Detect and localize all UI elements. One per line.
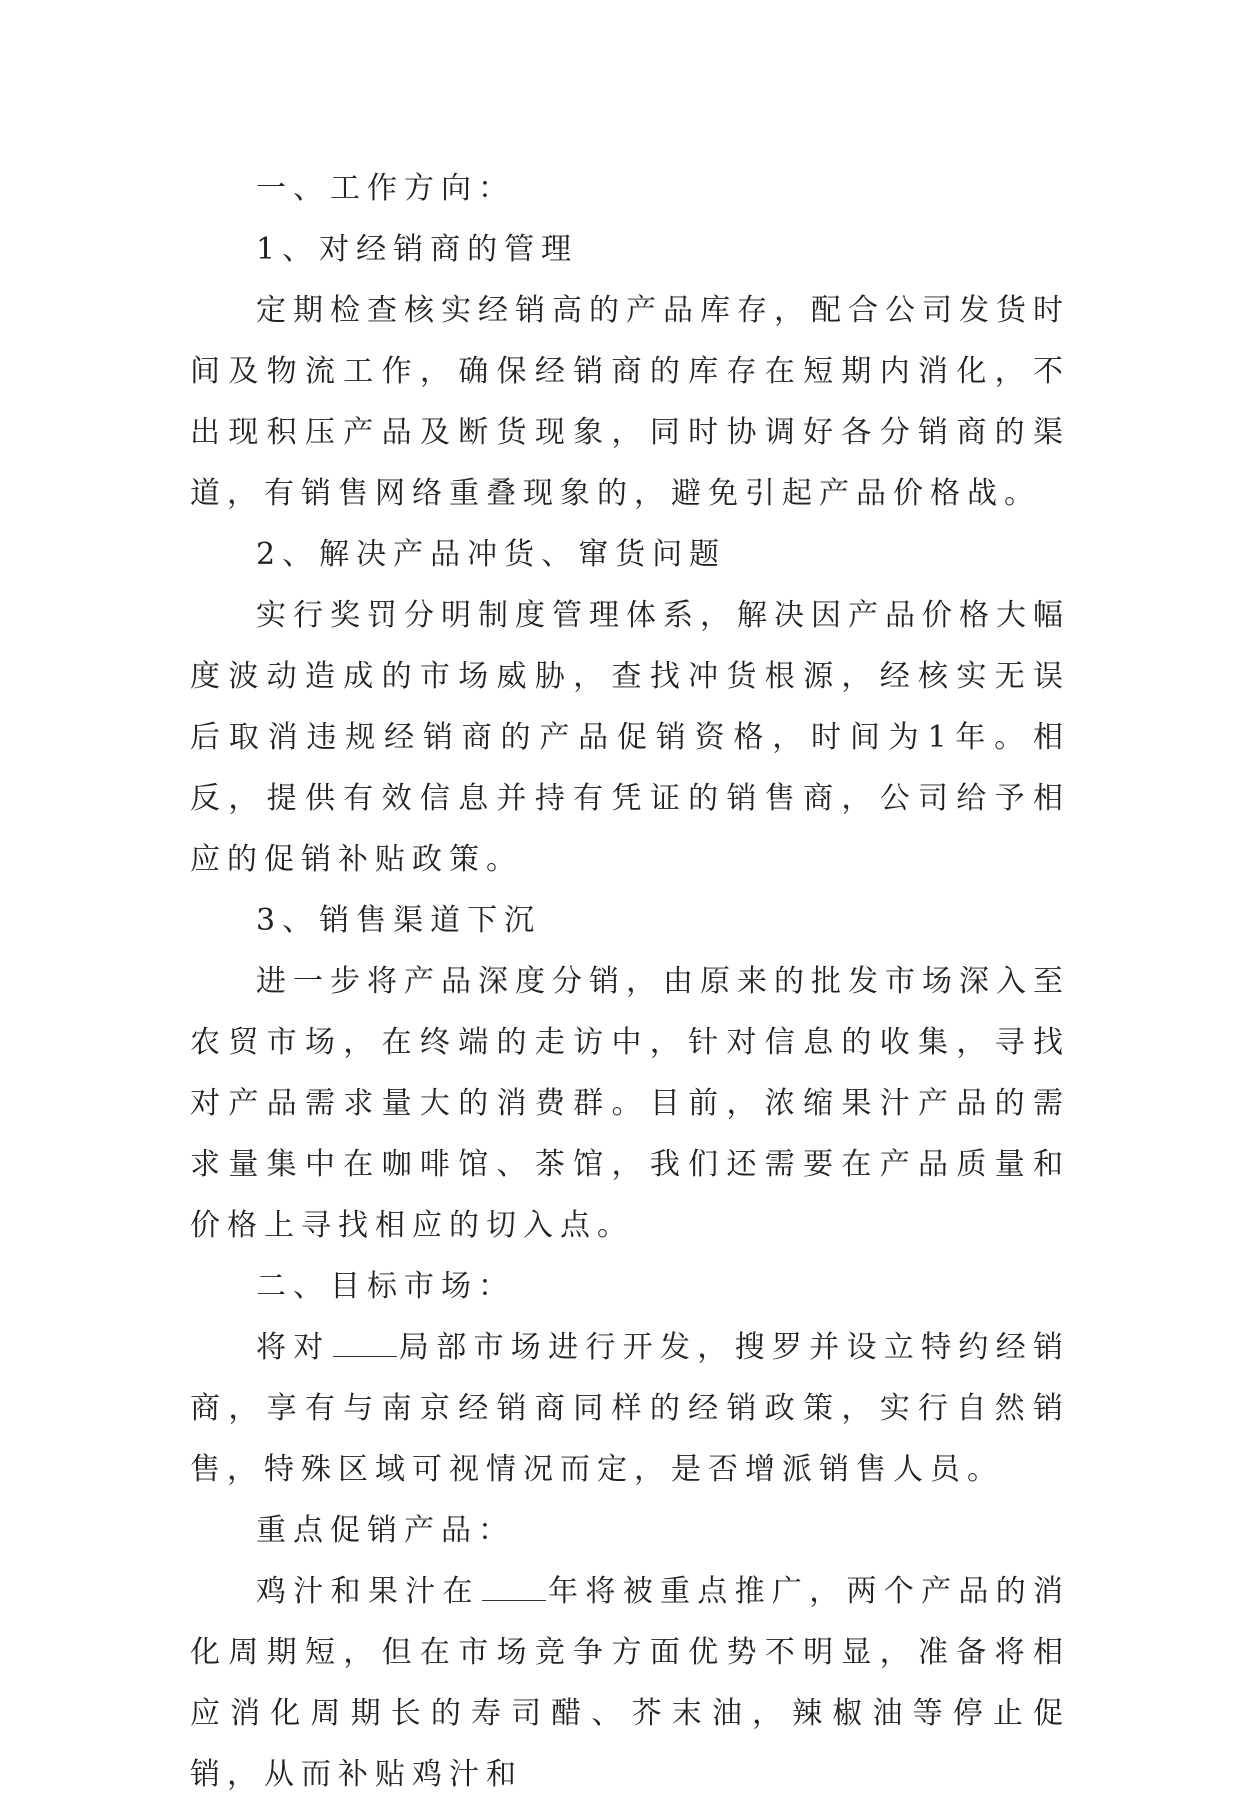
subheading-dealer-management: 1、对经销商的管理: [256, 232, 579, 267]
subheading-channel-sinking: 3、销售渠道下沉: [256, 903, 542, 938]
paragraph-channel-sinking: 进一步将产品深度分销，由原来的批发市场深入至农贸市场，在终端的走访中，针对信息的收集，寻找对产品需求量大的消费群。目前，浓缩果汁产品的需求量集中在咖啡馆、茶馆，我们还需要在产品质量和价格上寻找相应的切入点。: [190, 964, 1070, 1243]
document-body: [190, 158, 1070, 1805]
fill-in-blank: [333, 1332, 397, 1357]
paragraph-key-promotion: 鸡汁和果汁在 年将被重点推广，两个产品的消化周期短，但在市场竞争方面优势不明显，准备将相应消化周期长的寿司醋、芥末油，辣椒油等停止促销，从而补贴鸡汁和: [190, 1574, 1071, 1792]
section-heading-work-direction: 一、工作方向：: [256, 171, 515, 206]
paragraph-cross-selling: 实行奖罚分明制度管理体系，解决因产品价格大幅度波动造成的市场威胁，查找冲货根源，经核实无误后取消违规经销商的产品促销资格，时间为1年。相反，提供有效信息并持有凭证的销售商，公司给予相应的促销补贴政策。: [190, 598, 1070, 877]
paragraph-dealer-management: 定期检查核实经销高的产品库存，配合公司发货时间及物流工作，确保经销商的库存在短期内消化，不出现积压产品及断货现象，同时协调好各分销商的渠道，有销售网络重叠现象的，避免引起产品价格战。: [190, 293, 1070, 511]
subheading-key-promotion: 重点促销产品：: [256, 1513, 515, 1548]
paragraph-target-market: 将对 局部市场进行开发，搜罗并设立特约经销商，享有与南京经销商同样的经销政策，实行自然销售，特殊区域可视情况而定，是否增派销售人员。: [190, 1330, 1071, 1487]
fill-in-blank: [482, 1576, 546, 1601]
subheading-cross-selling: 2、解决产品冲货、窜货问题: [256, 537, 727, 572]
section-heading-target-market: 二、目标市场：: [256, 1269, 515, 1304]
